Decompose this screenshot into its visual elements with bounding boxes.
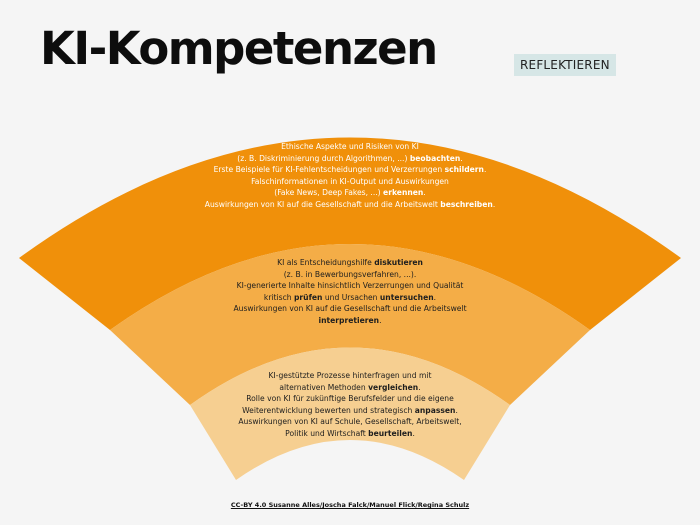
line-text: . bbox=[423, 188, 426, 198]
competence-line bbox=[195, 405, 505, 417]
line-text: (z. B. in Bewerbungsverfahren, ...). bbox=[283, 269, 417, 279]
competence-line bbox=[195, 416, 505, 428]
line-text: . bbox=[379, 315, 382, 325]
line-text: alternativen Methoden bbox=[279, 382, 369, 392]
line-text: KI-gestützte Prozesse hinterfragen und mit bbox=[268, 371, 432, 380]
competence-line bbox=[195, 428, 505, 440]
action-verb: beurteilen bbox=[368, 428, 413, 438]
line-text: Ethische Aspekte und Risiken von KI bbox=[281, 142, 419, 151]
line-text: . bbox=[412, 428, 415, 438]
line-text: Auswirkungen von KI auf die Gesellschaft und die Arbeitswelt bbox=[233, 304, 467, 314]
competence-line bbox=[180, 303, 520, 315]
action-verb: beschreiben bbox=[440, 199, 493, 209]
competence-line bbox=[150, 199, 550, 211]
action-verb: vergleichen bbox=[368, 382, 419, 392]
competence-line bbox=[150, 153, 550, 165]
line-text: (Fake News, Deep Fakes, ...) bbox=[274, 188, 384, 198]
reflektieren-badge: REFLEKTIEREN bbox=[514, 54, 616, 76]
line-text: KI-generierte Inhalte hinsichtlich Verzerrungen und Qualität bbox=[236, 281, 464, 291]
line-text: Erste Beispiele für KI-Fehlentscheidungen und Verzerrungen bbox=[213, 165, 445, 175]
level-3-text bbox=[195, 370, 505, 440]
line-text: . bbox=[492, 199, 496, 209]
level-1-text bbox=[150, 141, 550, 211]
action-verb: interpretieren bbox=[318, 315, 380, 325]
competence-line bbox=[150, 176, 550, 188]
competence-line bbox=[195, 382, 505, 394]
line-text: Politik und Wirtschaft bbox=[285, 428, 369, 438]
action-verb: untersuchen bbox=[379, 292, 434, 302]
level-2-text bbox=[180, 257, 520, 327]
line-text: KI als Entscheidungshilfe bbox=[277, 258, 375, 267]
line-text: . bbox=[418, 382, 421, 392]
action-verb: prüfen bbox=[294, 292, 323, 302]
line-text: Auswirkungen von KI auf Schule, Gesellschaft, Arbeitswelt, bbox=[238, 417, 462, 427]
competence-line bbox=[180, 315, 520, 327]
competence-line bbox=[180, 292, 520, 304]
competence-line bbox=[180, 280, 520, 292]
action-verb: schildern bbox=[444, 165, 484, 175]
line-text: Rolle von KI für zukünftige Berufsfelder und die eigene bbox=[246, 394, 454, 404]
line-text: . bbox=[460, 153, 463, 163]
line-text: Weiterentwicklung bewerten und strategisch bbox=[242, 405, 415, 415]
action-verb: erkennen bbox=[383, 188, 424, 198]
page-title: KI-Kompetenzen bbox=[40, 22, 437, 75]
line-text: kritisch bbox=[263, 292, 294, 302]
competence-line bbox=[180, 269, 520, 281]
competence-line bbox=[150, 187, 550, 199]
action-verb: beobachten bbox=[409, 153, 461, 163]
license-credit: CC-BY 4.0 Susanne Alles/Joscha Falck/Manuel Flick/Regina Schulz bbox=[230, 501, 470, 509]
competence-line bbox=[150, 141, 550, 153]
line-text: . bbox=[483, 165, 487, 175]
line-text: . bbox=[455, 405, 458, 415]
competence-line bbox=[195, 370, 505, 382]
competence-line bbox=[195, 393, 505, 405]
line-text: (z. B. Diskriminierung durch Algorithmen, ...) bbox=[237, 153, 410, 163]
line-text: . bbox=[433, 292, 437, 302]
action-verb: diskutieren bbox=[374, 258, 423, 267]
line-text: Auswirkungen von KI auf die Gesellschaft und die Arbeitswelt bbox=[204, 199, 441, 209]
competence-line bbox=[150, 164, 550, 176]
line-text: und Ursachen bbox=[322, 292, 380, 302]
line-text: Falschinformationen in KI-Output und Auswirkungen bbox=[251, 176, 449, 186]
action-verb: anpassen bbox=[414, 405, 456, 415]
competence-line bbox=[180, 257, 520, 269]
